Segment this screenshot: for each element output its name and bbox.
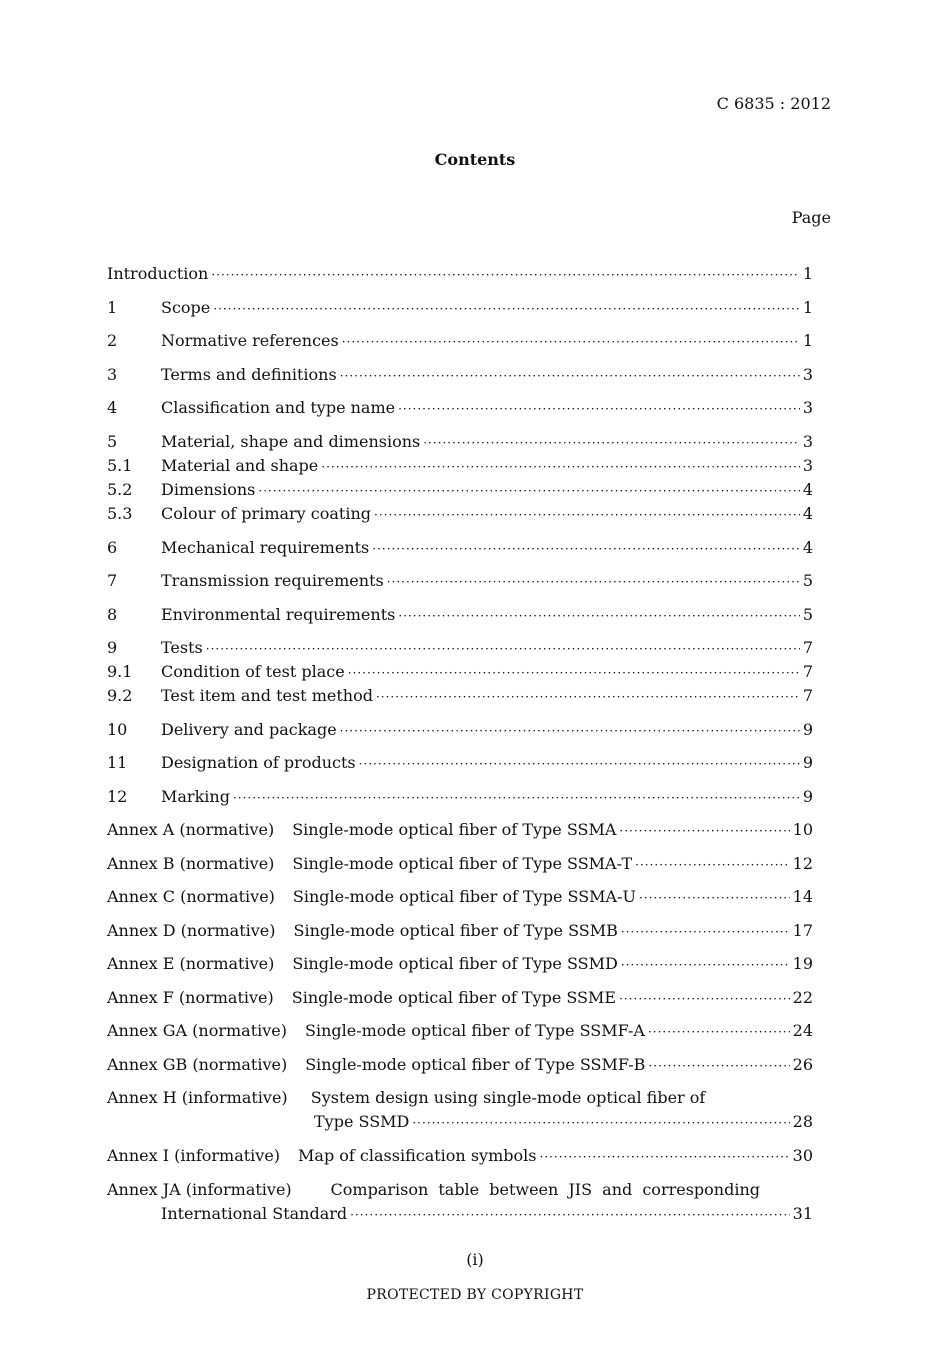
page-title: Contents — [434, 150, 516, 169]
toc-entry-page: 31 — [792, 1204, 813, 1223]
dot-leader — [211, 262, 799, 287]
toc-entry-number: 5.3 — [107, 504, 133, 523]
annex-title-continued: International Standard — [161, 1204, 348, 1223]
toc-entry-number: 5 — [107, 432, 118, 451]
toc-entry-page: 3 — [802, 365, 813, 384]
annex-label: Annex H (informative) — [107, 1088, 288, 1107]
dot-leader — [398, 396, 800, 421]
annex-label: Annex GB (normative) — [107, 1055, 288, 1074]
toc-entry-page: 4 — [802, 504, 813, 523]
toc-entry-text: Condition of test place — [161, 662, 345, 681]
toc-entry-number: 7 — [107, 571, 118, 590]
annex-label: Annex JA (informative) — [107, 1180, 292, 1199]
toc-entry[interactable] — [107, 636, 813, 660]
annex-title: Map of classification symbols — [298, 1146, 537, 1165]
toc-annex-entry-h-continued[interactable] — [314, 1110, 813, 1134]
toc-entry-text: Delivery and package — [161, 720, 337, 739]
toc-entry-page: 7 — [802, 638, 813, 657]
annex-label: Annex GA (normative) — [107, 1021, 287, 1040]
toc-entry-number: 1 — [107, 298, 118, 317]
dot-leader — [398, 603, 799, 628]
toc-entry-text: Dimensions — [161, 480, 256, 499]
toc-annex-entry[interactable] — [107, 818, 813, 842]
toc-entry-page: 1 — [802, 331, 813, 350]
toc-entry[interactable] — [107, 363, 813, 387]
dot-leader — [374, 502, 800, 527]
dot-leader — [321, 454, 800, 479]
toc-entry-number: 6 — [107, 538, 118, 557]
toc-entry[interactable] — [107, 603, 813, 627]
toc-annex-entry[interactable] — [107, 885, 813, 909]
toc-entry-page: 1 — [802, 264, 813, 283]
toc-entry[interactable] — [107, 478, 813, 502]
annex-title: Single-mode optical fiber of Type SSMA — [292, 820, 617, 839]
copyright-notice: PROTECTED BY COPYRIGHT — [366, 1287, 584, 1303]
toc-entry-page: 5 — [802, 571, 813, 590]
toc-entry-text: Tests — [161, 638, 203, 657]
toc-entry-text: Mechanical requirements — [161, 538, 370, 557]
dot-leader — [539, 1144, 789, 1169]
toc-annex-entry-h[interactable] — [107, 1086, 705, 1110]
toc-entry-page: 22 — [792, 988, 813, 1007]
dot-leader — [619, 986, 790, 1011]
annex-label: Annex B (normative) — [107, 854, 275, 873]
toc-entry-page: 3 — [802, 432, 813, 451]
toc-entry-number: 8 — [107, 605, 118, 624]
dot-leader — [213, 296, 800, 321]
dot-leader — [635, 852, 790, 877]
toc-entry-number: 9.1 — [107, 662, 133, 681]
toc-entry-page: 10 — [792, 820, 813, 839]
toc-entry-page: 7 — [802, 662, 813, 681]
toc-entry-text: Material and shape — [161, 456, 319, 475]
toc-entry-text: Environmental requirements — [161, 605, 396, 624]
annex-title: Single-mode optical fiber of Type SSME — [291, 988, 617, 1007]
toc-entry[interactable] — [107, 536, 813, 560]
toc-entry-page: 9 — [802, 720, 813, 739]
toc-entry-page: 19 — [792, 954, 813, 973]
dot-leader — [648, 1053, 789, 1078]
dot-leader — [387, 569, 800, 594]
annex-label: Annex A (normative) — [107, 820, 275, 839]
toc-annex-entry[interactable] — [107, 1053, 813, 1077]
annex-title: Single-mode optical fiber of Type SSMD — [292, 954, 618, 973]
toc-entry-text: Normative references — [161, 331, 339, 350]
toc-entry-text: Scope — [161, 298, 211, 317]
toc-entry-page: 28 — [792, 1112, 813, 1131]
toc-annex-entry[interactable] — [107, 1019, 813, 1043]
dot-leader — [372, 536, 800, 561]
dot-leader — [258, 478, 799, 503]
toc-annex-entry[interactable] — [107, 952, 813, 976]
document-id: C 6835 : 2012 — [716, 94, 831, 113]
toc-entry[interactable] — [107, 751, 813, 775]
annex-title: Single-mode optical fiber of Type SSMA-U — [292, 887, 636, 906]
dot-leader — [376, 684, 800, 709]
annex-title: Single-mode optical fiber of Type SSMF-B — [305, 1055, 646, 1074]
annex-title-continued: Type SSMD — [314, 1112, 410, 1131]
toc-entry[interactable] — [107, 660, 813, 684]
dot-leader — [412, 1110, 789, 1135]
toc-annex-entry-ja[interactable] — [107, 1178, 760, 1202]
toc-annex-entry[interactable] — [107, 1144, 813, 1168]
toc-entry-text: Introduction — [107, 264, 209, 283]
toc-entry-page: 24 — [792, 1021, 813, 1040]
toc-entry[interactable] — [107, 396, 813, 420]
toc-entry-page: 30 — [792, 1146, 813, 1165]
toc-entry[interactable] — [107, 430, 813, 454]
toc-entry[interactable] — [107, 296, 813, 320]
annex-label: Annex E (normative) — [107, 954, 275, 973]
dot-leader — [648, 1019, 790, 1044]
dot-leader — [340, 718, 800, 743]
toc-entry-number: 12 — [107, 787, 128, 806]
toc-entry[interactable] — [107, 502, 813, 526]
dot-leader — [233, 785, 800, 810]
page-column-label: Page — [791, 208, 831, 227]
toc-entry-page: 3 — [802, 456, 813, 475]
toc-entry-text: Transmission requirements — [161, 571, 384, 590]
toc-annex-entry[interactable] — [107, 852, 813, 876]
annex-title: System design using single-mode optical fiber of — [310, 1088, 706, 1107]
toc-entry-number: 9.2 — [107, 686, 133, 705]
toc-entry-page: 17 — [792, 921, 813, 940]
toc-entry-page: 4 — [802, 538, 813, 557]
toc-entry-text: Colour of primary coating — [161, 504, 372, 523]
dot-leader — [639, 885, 790, 910]
toc-entry[interactable] — [107, 329, 813, 353]
annex-title: Comparison table between JIS and corresponding — [330, 1180, 760, 1199]
toc-entry-page: 14 — [792, 887, 813, 906]
toc-entry-page: 9 — [802, 753, 813, 772]
annex-label: Annex I (informative) — [107, 1146, 281, 1165]
toc-entry[interactable] — [107, 454, 813, 478]
toc-annex-entry-ja-continued[interactable] — [161, 1202, 813, 1226]
dot-leader — [619, 818, 789, 843]
dot-leader — [621, 952, 790, 977]
toc-entry[interactable] — [107, 785, 813, 809]
annex-label: Annex C (normative) — [107, 887, 275, 906]
toc-entry-page: 9 — [802, 787, 813, 806]
toc-entry-page: 12 — [792, 854, 813, 873]
page-number: (i) — [466, 1250, 484, 1269]
toc-entry-page: 1 — [802, 298, 813, 317]
toc-entry-page: 5 — [802, 605, 813, 624]
toc-entry-page: 3 — [802, 398, 813, 417]
toc-entry[interactable] — [107, 569, 813, 593]
toc-entry-number: 5.1 — [107, 456, 133, 475]
toc-entry-number: 4 — [107, 398, 118, 417]
toc-entry-number: 10 — [107, 720, 128, 739]
toc-entry-number: 2 — [107, 331, 118, 350]
toc-entry-text: Terms and definitions — [161, 365, 337, 384]
toc-entry-page: 26 — [792, 1055, 813, 1074]
dot-leader — [423, 430, 800, 455]
toc-entry-number: 11 — [107, 753, 128, 772]
toc-entry[interactable] — [107, 684, 813, 708]
toc-entry-text: Marking — [161, 787, 230, 806]
toc-entry[interactable] — [107, 718, 813, 742]
annex-label: Annex F (normative) — [107, 988, 274, 1007]
dot-leader — [340, 363, 800, 388]
dot-leader — [348, 660, 800, 685]
toc-entry-text: Test item and test method — [161, 686, 373, 705]
annex-title: Single-mode optical fiber of Type SSMF-A — [305, 1021, 645, 1040]
toc-entry-number: 3 — [107, 365, 118, 384]
toc-entry-text: Material, shape and dimensions — [161, 432, 421, 451]
toc-annex-entry[interactable] — [107, 919, 813, 943]
toc-entry-text: Classification and type name — [161, 398, 396, 417]
dot-leader — [206, 636, 800, 661]
toc-annex-entry[interactable] — [107, 986, 813, 1010]
dot-leader — [621, 919, 790, 944]
toc-entry-text: Designation of products — [161, 753, 356, 772]
dot-leader — [350, 1202, 789, 1227]
annex-label: Annex D (normative) — [107, 921, 276, 940]
toc-entry-number: 9 — [107, 638, 118, 657]
toc-entry-introduction[interactable] — [107, 262, 813, 286]
annex-title: Single-mode optical fiber of Type SSMA-T — [292, 854, 633, 873]
toc-entry-page: 4 — [802, 480, 813, 499]
dot-leader — [359, 751, 800, 776]
dot-leader — [342, 329, 800, 354]
toc-entry-number: 5.2 — [107, 480, 133, 499]
toc-entry-page: 7 — [802, 686, 813, 705]
annex-title: Single-mode optical fiber of Type SSMB — [293, 921, 618, 940]
